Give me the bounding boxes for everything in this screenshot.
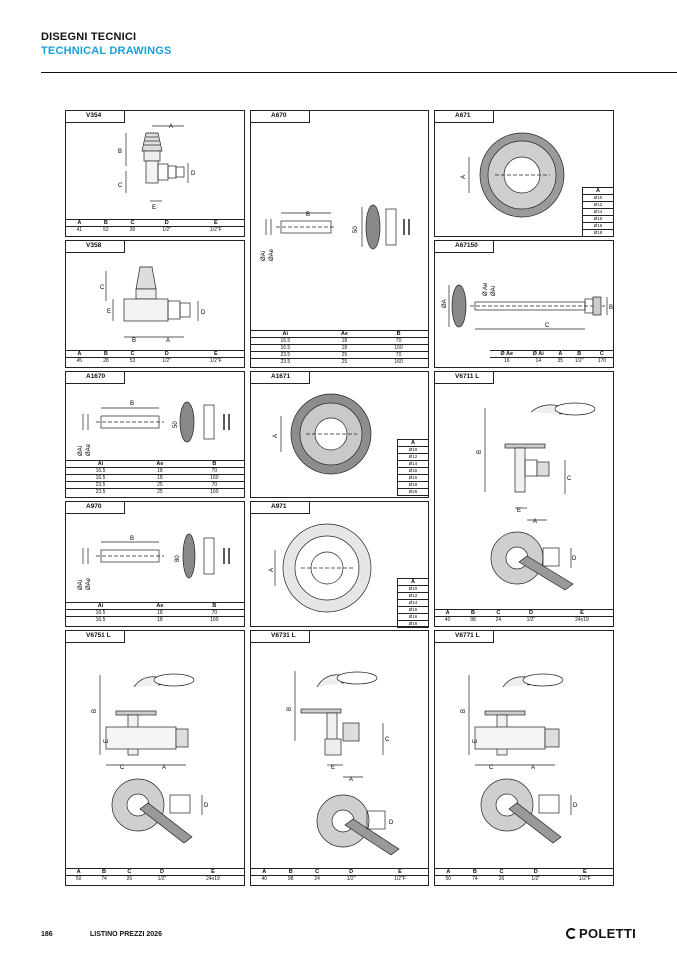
table-cell: 50 (435, 876, 462, 883)
svg-text:C: C (489, 765, 494, 771)
svg-text:C: C (118, 183, 123, 189)
panel-v354 (65, 110, 245, 237)
tube-rosette-drawing (435, 241, 615, 351)
table-cell: 16.5 (66, 610, 135, 617)
table-header-cell: D (330, 869, 372, 876)
table-header-cell: D (515, 869, 557, 876)
table-header-cell: C (119, 220, 146, 227)
brand-logo (566, 926, 636, 941)
table-header-cell: C (486, 610, 511, 617)
tube-drawing (251, 111, 430, 321)
table-header-cell: Ae (135, 603, 185, 610)
svg-text:A: A (169, 124, 174, 130)
panel-a67150 (434, 240, 614, 368)
svg-text:B: B (477, 449, 483, 454)
table-cell: 18 (320, 345, 370, 352)
table-header-cell: C (488, 869, 515, 876)
table-cell: 1/2" (515, 876, 557, 883)
svg-text:B: B (130, 536, 135, 542)
spec-table (66, 219, 244, 233)
svg-text:A: A (269, 567, 275, 572)
spec-table (66, 350, 244, 364)
svg-text:A: A (533, 519, 538, 525)
svg-text:B: B (287, 706, 293, 711)
table-cell: Ø15 (398, 468, 429, 475)
valve-drawing (435, 372, 615, 612)
spec-table (490, 350, 613, 364)
table-cell: 1/2"F (372, 876, 428, 883)
table-cell: 1/2"F (188, 227, 244, 234)
table-cell: 23.5 (251, 352, 320, 359)
size-table (582, 187, 614, 237)
table-cell: 18 (135, 468, 185, 475)
table-cell: 40 (435, 617, 460, 624)
panel-code: V6731 L (271, 632, 296, 639)
svg-text:D: D (201, 310, 206, 316)
svg-text:ØAi: ØAi (78, 445, 84, 456)
table-cell: Ø10 (583, 195, 614, 202)
table-cell: 70 (185, 468, 244, 475)
panel-a671 (434, 110, 614, 237)
svg-text:D: D (573, 803, 578, 809)
tube-drawing (66, 372, 246, 462)
svg-text:B: B (132, 338, 137, 344)
table-cell: 50 (66, 876, 91, 883)
table-header-cell: A (435, 869, 462, 876)
svg-text:ØAi: ØAi (491, 285, 497, 296)
panel-a1671 (250, 371, 429, 498)
panel-code: A670 (271, 112, 287, 119)
table-cell: 160 (185, 617, 244, 624)
svg-text:E: E (331, 765, 336, 771)
svg-text:A: A (162, 765, 167, 771)
table-header-cell: E (188, 220, 244, 227)
table-header-cell: Ae (320, 331, 370, 338)
svg-text:E: E (152, 205, 157, 211)
table-header-cell: B (185, 461, 244, 468)
tube-drawing (66, 502, 246, 602)
table-header-cell: B (91, 869, 116, 876)
table-cell: 40 (251, 876, 277, 883)
table-header-cell: C (591, 351, 613, 358)
svg-text:E: E (517, 508, 522, 514)
table-header-cell: B (369, 331, 428, 338)
table-cell: Ø25 (398, 489, 429, 496)
table-cell: 16.5 (66, 617, 135, 624)
table-cell: 1/2" (146, 358, 188, 365)
table-cell: 16.5 (251, 338, 320, 345)
table-cell: Ø12 (583, 202, 614, 209)
table-cell: 25 (320, 359, 370, 366)
table-header-cell: D (146, 351, 188, 358)
table-cell: 41 (66, 227, 93, 234)
table-header-cell: Ai (66, 461, 135, 468)
svg-text:ØAi: ØAi (78, 579, 84, 590)
table-header-cell: D (511, 610, 551, 617)
svg-text:A: A (273, 433, 279, 438)
table-header-cell: C (304, 869, 330, 876)
table-cell: 25 (320, 352, 370, 359)
svg-text:B: B (609, 305, 614, 311)
panel-a971 (250, 501, 429, 627)
table-header-cell: A (411, 440, 415, 446)
table-header-cell: E (372, 869, 428, 876)
table-header-cell: A (596, 188, 600, 194)
valve-drawing (435, 631, 615, 871)
table-header-cell: D (146, 220, 188, 227)
table-cell: Ø18 (398, 621, 429, 628)
panel-v358 (65, 240, 245, 368)
table-cell: 98 (277, 876, 303, 883)
table-header-cell: E (551, 610, 613, 617)
spec-table (251, 330, 428, 365)
valve-drawing (66, 111, 246, 221)
table-header-cell: B (277, 869, 303, 876)
table-header-cell: B (185, 603, 244, 610)
table-cell: 52 (93, 227, 120, 234)
table-header-cell: D (142, 869, 182, 876)
svg-text:A: A (166, 338, 171, 344)
spec-table (66, 602, 244, 623)
svg-text:A: A (531, 765, 536, 771)
svg-text:C: C (567, 476, 572, 482)
table-cell: Ø14 (398, 600, 429, 607)
table-cell: 24 (304, 876, 330, 883)
panel-code: V6711 L (455, 373, 480, 380)
table-cell: 70 (185, 610, 244, 617)
table-cell: 24x19 (182, 876, 244, 883)
svg-text:C: C (120, 765, 125, 771)
table-cell: 26 (117, 876, 142, 883)
table-cell: 23.5 (251, 359, 320, 366)
panel-code: A67150 (455, 242, 478, 249)
table-header-cell: E (182, 869, 244, 876)
page-title-italian: DISEGNI TECNICI (41, 31, 137, 43)
table-header-cell: A (411, 579, 415, 585)
table-cell: Ø18 (398, 482, 429, 489)
svg-text:C: C (545, 323, 550, 329)
table-header-cell: A (66, 869, 91, 876)
table-header-cell: Ai (251, 331, 320, 338)
svg-text:50: 50 (353, 226, 359, 233)
table-header-cell: B (93, 351, 120, 358)
table-cell: 70 (185, 482, 244, 489)
panel-v6751-l (65, 630, 245, 886)
table-header-cell: B (462, 869, 489, 876)
table-cell: 1/2" (330, 876, 372, 883)
table-cell: 16 (490, 358, 524, 365)
valve-drawing (66, 241, 246, 351)
table-header-cell: C (119, 351, 146, 358)
table-header-cell: C (117, 869, 142, 876)
table-cell: 1/2" (568, 358, 591, 365)
table-cell: 18 (320, 338, 370, 345)
svg-text:A: A (461, 174, 467, 179)
table-header-cell: A (251, 869, 277, 876)
table-cell: 70 (369, 338, 428, 345)
spec-table (251, 868, 428, 882)
table-cell: 28 (93, 358, 120, 365)
table-cell: 1/2" (511, 617, 551, 624)
size-table (397, 439, 429, 496)
panel-v6731-l (250, 630, 429, 886)
svg-text:50: 50 (173, 421, 179, 428)
table-cell: 16.5 (66, 475, 135, 482)
table-cell: Ø12 (398, 454, 429, 461)
table-cell: Ø10 (398, 586, 429, 593)
svg-text:C: C (100, 285, 105, 291)
svg-text:ØA: ØA (442, 299, 448, 308)
svg-text:ØAe: ØAe (86, 443, 92, 456)
page-number: 186 (41, 931, 53, 938)
svg-text:Ø Ae: Ø Ae (483, 282, 489, 296)
table-header-cell: E (188, 351, 244, 358)
table-cell: Ø12 (398, 593, 429, 600)
table-cell: Ø15 (583, 216, 614, 223)
table-cell: 18 (135, 617, 185, 624)
svg-text:E: E (104, 738, 110, 743)
table-cell: 14 (524, 358, 553, 365)
svg-text:ØAe: ØAe (86, 577, 92, 590)
table-cell: Ø16 (398, 614, 429, 621)
valve-drawing (66, 631, 246, 871)
table-header-cell: Ai (66, 603, 135, 610)
table-header-cell: A (435, 610, 460, 617)
table-cell: 160 (369, 359, 428, 366)
valve-drawing (251, 631, 430, 871)
table-cell: 16.5 (66, 468, 135, 475)
header-rule (41, 72, 677, 73)
table-cell: 25 (135, 489, 185, 496)
svg-text:D: D (191, 171, 196, 177)
svg-text:ØAi: ØAi (261, 250, 267, 261)
svg-text:B: B (461, 708, 467, 713)
table-header-cell: B (568, 351, 591, 358)
table-cell: Ø14 (398, 461, 429, 468)
table-cell: 98 (460, 617, 485, 624)
panel-v6711-l (434, 371, 614, 627)
svg-text:A: A (349, 777, 354, 783)
table-cell: 16.5 (251, 345, 320, 352)
svg-text:D: D (572, 556, 577, 562)
table-header-cell: A (66, 220, 93, 227)
panel-v6771-l (434, 630, 614, 886)
table-header-cell: E (557, 869, 613, 876)
table-header-cell: Ø Ai (524, 351, 553, 358)
panel-code: A671 (455, 112, 471, 119)
table-cell: Ø10 (398, 447, 429, 454)
svg-text:E: E (107, 309, 112, 315)
spec-table (66, 868, 244, 882)
table-cell: 160 (185, 475, 244, 482)
spec-table (435, 609, 613, 623)
panel-code: A971 (271, 503, 287, 510)
brand-name: POLETTI (579, 926, 636, 941)
table-cell: 74 (462, 876, 489, 883)
svg-text:B: B (130, 401, 135, 407)
table-cell: 30 (119, 227, 146, 234)
svg-text:B: B (306, 212, 311, 218)
spec-table (435, 868, 613, 882)
table-cell: 23.5 (66, 489, 135, 496)
table-cell: 25 (135, 482, 185, 489)
panel-code: V354 (86, 112, 102, 119)
table-cell: 1/2" (142, 876, 182, 883)
table-cell: 160 (185, 489, 244, 496)
panel-code: A970 (86, 503, 102, 510)
svg-text:B: B (92, 708, 98, 713)
table-cell: 74 (91, 876, 116, 883)
table-cell: 24 (486, 617, 511, 624)
table-header-cell: A (66, 351, 93, 358)
table-cell: Ø15 (398, 607, 429, 614)
table-cell: 1/2"F (188, 358, 244, 365)
table-cell: 26 (488, 876, 515, 883)
panel-a970 (65, 501, 245, 627)
table-cell: 70 (369, 352, 428, 359)
panel-code: V6751 L (86, 632, 111, 639)
svg-text:B: B (118, 149, 123, 155)
logo-mark-icon (566, 928, 577, 939)
panel-code: A1670 (86, 373, 106, 380)
table-cell: 23.5 (66, 482, 135, 489)
table-cell: 35 (553, 358, 568, 365)
footer-title: LISTINO PREZZI 2026 (90, 931, 162, 938)
table-cell: 160 (369, 345, 428, 352)
table-cell: 18 (135, 475, 185, 482)
panel-a1670 (65, 371, 245, 498)
svg-text:80: 80 (175, 555, 181, 562)
table-cell: Ø18 (583, 230, 614, 237)
table-header-cell: A (553, 351, 568, 358)
size-table (397, 578, 429, 628)
table-cell: 1/2"F (557, 876, 613, 883)
svg-text:D: D (204, 803, 209, 809)
table-cell: 1/2" (146, 227, 188, 234)
table-header-cell: Ø Ae (490, 351, 524, 358)
panel-code: V358 (86, 242, 102, 249)
table-cell: 53 (119, 358, 146, 365)
svg-text:D: D (389, 820, 394, 826)
svg-text:ØAe: ØAe (269, 248, 275, 261)
table-header-cell: B (460, 610, 485, 617)
table-header-cell: Ae (135, 461, 185, 468)
panel-a670 (250, 110, 429, 368)
svg-text:C: C (385, 737, 390, 743)
spec-table (66, 460, 244, 495)
svg-text:E: E (473, 738, 479, 743)
table-cell: Ø16 (398, 475, 429, 482)
table-cell: 170 (591, 358, 613, 365)
table-cell: 45 (66, 358, 93, 365)
table-cell: 18 (135, 610, 185, 617)
page-title-english: TECHNICAL DRAWINGS (41, 45, 172, 57)
table-cell: Ø16 (583, 223, 614, 230)
panel-code: A1671 (271, 373, 291, 380)
table-header-cell: B (93, 220, 120, 227)
table-cell: 24x19 (551, 617, 613, 624)
panel-code: V6771 L (455, 632, 480, 639)
table-cell: Ø14 (583, 209, 614, 216)
